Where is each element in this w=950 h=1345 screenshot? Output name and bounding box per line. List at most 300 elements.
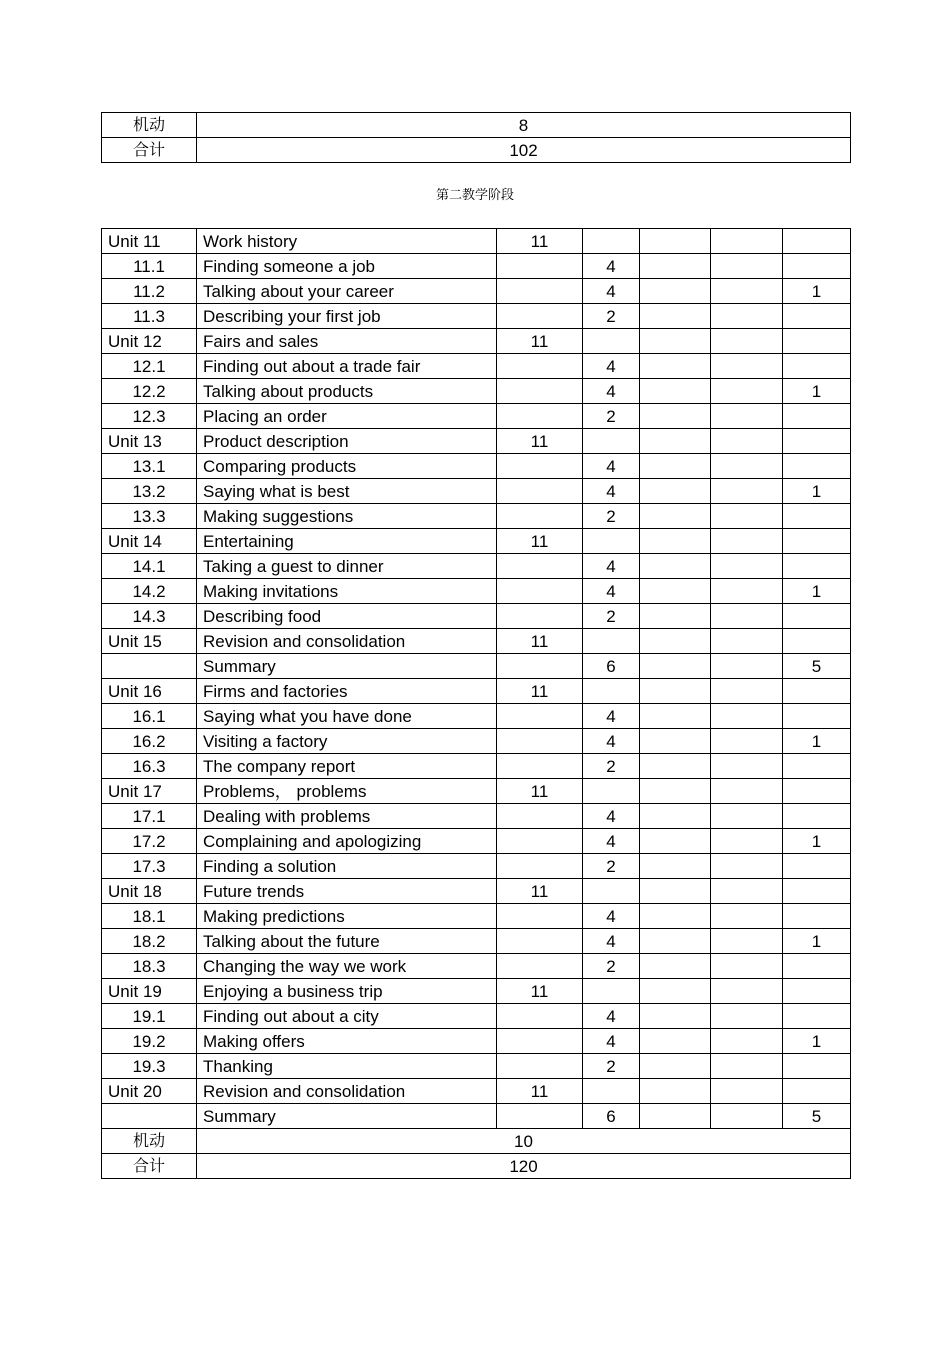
unit-hours-cell xyxy=(497,504,583,529)
col6-cell xyxy=(711,354,783,379)
lesson-hours-cell: 4 xyxy=(583,354,640,379)
col6-cell xyxy=(711,279,783,304)
table-row xyxy=(102,404,851,429)
practice-hours-cell xyxy=(783,404,851,429)
table-row xyxy=(102,704,851,729)
table-row xyxy=(102,279,851,304)
col5-cell xyxy=(640,779,711,804)
unit-hours-cell xyxy=(497,254,583,279)
col5-cell xyxy=(640,879,711,904)
col6-cell xyxy=(711,304,783,329)
unit-hours-cell xyxy=(497,729,583,754)
col5-cell xyxy=(640,304,711,329)
practice-hours-cell xyxy=(783,329,851,354)
footer-label: 机动 xyxy=(102,1129,197,1154)
table-row xyxy=(102,979,851,1004)
topic-cell: Entertaining xyxy=(197,529,497,554)
unit-cell: 14.3 xyxy=(102,604,197,629)
col6-cell xyxy=(711,679,783,704)
footer-row xyxy=(102,1129,851,1154)
unit-hours-cell xyxy=(497,579,583,604)
col5-cell xyxy=(640,1029,711,1054)
col5-cell xyxy=(640,429,711,454)
col6-cell xyxy=(711,429,783,454)
topic-cell: Work history xyxy=(197,229,497,254)
unit-hours-cell xyxy=(497,604,583,629)
lesson-hours-cell: 6 xyxy=(583,1104,640,1129)
unit-hours-cell xyxy=(497,279,583,304)
col5-cell xyxy=(640,579,711,604)
table-row xyxy=(102,804,851,829)
table-row xyxy=(102,854,851,879)
table-row xyxy=(102,379,851,404)
practice-hours-cell xyxy=(783,779,851,804)
unit-hours-cell xyxy=(497,954,583,979)
unit-cell: Unit 20 xyxy=(102,1079,197,1104)
unit-cell: 18.3 xyxy=(102,954,197,979)
practice-hours-cell xyxy=(783,254,851,279)
unit-hours-cell xyxy=(497,754,583,779)
unit-cell: 19.1 xyxy=(102,1004,197,1029)
col6-cell xyxy=(711,479,783,504)
unit-hours-cell xyxy=(497,379,583,404)
table-row xyxy=(102,679,851,704)
unit-cell: 13.3 xyxy=(102,504,197,529)
col6-cell xyxy=(711,854,783,879)
unit-hours-cell xyxy=(497,454,583,479)
lesson-hours-cell xyxy=(583,979,640,1004)
col5-cell xyxy=(640,604,711,629)
unit-hours-cell xyxy=(497,1054,583,1079)
col6-cell xyxy=(711,904,783,929)
unit-cell: Unit 17 xyxy=(102,779,197,804)
table-row xyxy=(102,529,851,554)
lesson-hours-cell: 2 xyxy=(583,854,640,879)
col5-cell xyxy=(640,529,711,554)
col6-cell xyxy=(711,1079,783,1104)
lesson-hours-cell: 4 xyxy=(583,479,640,504)
topic-cell: Talking about the future xyxy=(197,929,497,954)
unit-hours-cell xyxy=(497,929,583,954)
unit-hours-cell xyxy=(497,904,583,929)
unit-cell: 16.3 xyxy=(102,754,197,779)
lesson-hours-cell: 2 xyxy=(583,504,640,529)
unit-hours-cell xyxy=(497,704,583,729)
unit-hours-cell xyxy=(497,554,583,579)
lesson-hours-cell: 4 xyxy=(583,254,640,279)
table-row xyxy=(102,754,851,779)
topic-cell: Thanking xyxy=(197,1054,497,1079)
practice-hours-cell xyxy=(783,854,851,879)
unit-cell: 12.1 xyxy=(102,354,197,379)
unit-hours-cell: 11 xyxy=(497,529,583,554)
table-row xyxy=(102,229,851,254)
unit-hours-cell xyxy=(497,1029,583,1054)
topic-cell: Finding out about a trade fair xyxy=(197,354,497,379)
row-value: 102 xyxy=(197,138,851,163)
topic-cell: Changing the way we work xyxy=(197,954,497,979)
practice-hours-cell: 1 xyxy=(783,829,851,854)
col6-cell xyxy=(711,604,783,629)
table-row xyxy=(102,729,851,754)
practice-hours-cell: 1 xyxy=(783,929,851,954)
table-row xyxy=(102,254,851,279)
table-row xyxy=(102,138,851,163)
col5-cell xyxy=(640,654,711,679)
table-row xyxy=(102,879,851,904)
practice-hours-cell xyxy=(783,229,851,254)
col5-cell xyxy=(640,229,711,254)
unit-cell: 16.2 xyxy=(102,729,197,754)
col5-cell xyxy=(640,329,711,354)
table-row xyxy=(102,554,851,579)
col6-cell xyxy=(711,1104,783,1129)
topic-cell: Product description xyxy=(197,429,497,454)
footer-row xyxy=(102,1154,851,1179)
col6-cell xyxy=(711,929,783,954)
unit-hours-cell: 11 xyxy=(497,679,583,704)
col6-cell xyxy=(711,404,783,429)
practice-hours-cell xyxy=(783,529,851,554)
practice-hours-cell xyxy=(783,454,851,479)
topic-cell: Complaining and apologizing xyxy=(197,829,497,854)
practice-hours-cell xyxy=(783,304,851,329)
unit-cell: Unit 15 xyxy=(102,629,197,654)
table-row xyxy=(102,1004,851,1029)
col5-cell xyxy=(640,979,711,1004)
lesson-hours-cell: 4 xyxy=(583,579,640,604)
col6-cell xyxy=(711,504,783,529)
topic-cell: Saying what is best xyxy=(197,479,497,504)
footer-label: 合计 xyxy=(102,1154,197,1179)
topic-cell: Describing your first job xyxy=(197,304,497,329)
practice-hours-cell xyxy=(783,679,851,704)
unit-hours-cell xyxy=(497,304,583,329)
unit-hours-cell xyxy=(497,1004,583,1029)
unit-cell: 18.2 xyxy=(102,929,197,954)
unit-hours-cell: 11 xyxy=(497,979,583,1004)
lesson-hours-cell: 4 xyxy=(583,929,640,954)
unit-cell: 14.1 xyxy=(102,554,197,579)
col6-cell xyxy=(711,879,783,904)
unit-cell: 12.3 xyxy=(102,404,197,429)
lesson-hours-cell: 4 xyxy=(583,1004,640,1029)
col6-cell xyxy=(711,254,783,279)
lesson-hours-cell xyxy=(583,229,640,254)
practice-hours-cell: 1 xyxy=(783,479,851,504)
unit-cell: 12.2 xyxy=(102,379,197,404)
col5-cell xyxy=(640,904,711,929)
unit-cell: Unit 14 xyxy=(102,529,197,554)
col5-cell xyxy=(640,454,711,479)
lesson-hours-cell: 4 xyxy=(583,704,640,729)
practice-hours-cell xyxy=(783,879,851,904)
col5-cell xyxy=(640,379,711,404)
practice-hours-cell xyxy=(783,554,851,579)
table-row xyxy=(102,479,851,504)
col5-cell xyxy=(640,929,711,954)
topic-cell: Enjoying a business trip xyxy=(197,979,497,1004)
col6-cell xyxy=(711,529,783,554)
col5-cell xyxy=(640,1104,711,1129)
topic-cell: Talking about your career xyxy=(197,279,497,304)
section-title: 第二教学阶段 xyxy=(435,188,514,203)
unit-hours-cell: 11 xyxy=(497,629,583,654)
lesson-hours-cell: 4 xyxy=(583,729,640,754)
table-row xyxy=(102,429,851,454)
unit-cell: Unit 16 xyxy=(102,679,197,704)
topic-cell: Taking a guest to dinner xyxy=(197,554,497,579)
table-row xyxy=(102,929,851,954)
col6-cell xyxy=(711,804,783,829)
topic-cell: Fairs and sales xyxy=(197,329,497,354)
unit-hours-cell xyxy=(497,404,583,429)
topic-cell: Making suggestions xyxy=(197,504,497,529)
topic-cell: Summary xyxy=(197,1104,497,1129)
unit-hours-cell: 11 xyxy=(497,229,583,254)
unit-cell: 13.2 xyxy=(102,479,197,504)
practice-hours-cell xyxy=(783,754,851,779)
col6-cell xyxy=(711,454,783,479)
lesson-hours-cell xyxy=(583,329,640,354)
practice-hours-cell xyxy=(783,979,851,1004)
topic-cell: Placing an order xyxy=(197,404,497,429)
col5-cell xyxy=(640,554,711,579)
row-value: 8 xyxy=(197,113,851,138)
lesson-hours-cell xyxy=(583,529,640,554)
unit-hours-cell xyxy=(497,354,583,379)
col5-cell xyxy=(640,804,711,829)
topic-cell: Making offers xyxy=(197,1029,497,1054)
unit-cell: 17.2 xyxy=(102,829,197,854)
col5-cell xyxy=(640,504,711,529)
practice-hours-cell xyxy=(783,1004,851,1029)
unit-hours-cell: 11 xyxy=(497,429,583,454)
unit-cell: Unit 18 xyxy=(102,879,197,904)
row-label: 合计 xyxy=(102,138,197,163)
col6-cell xyxy=(711,229,783,254)
lesson-hours-cell xyxy=(583,1079,640,1104)
unit-hours-cell xyxy=(497,829,583,854)
practice-hours-cell xyxy=(783,629,851,654)
table-row xyxy=(102,113,851,138)
lesson-hours-cell: 4 xyxy=(583,279,640,304)
topic-cell: Future trends xyxy=(197,879,497,904)
col5-cell xyxy=(640,1079,711,1104)
lesson-hours-cell: 2 xyxy=(583,954,640,979)
practice-hours-cell: 1 xyxy=(783,579,851,604)
topic-cell: Comparing products xyxy=(197,454,497,479)
unit-hours-cell xyxy=(497,654,583,679)
topic-cell: Dealing with problems xyxy=(197,804,497,829)
topic-cell: Finding someone a job xyxy=(197,254,497,279)
col6-cell xyxy=(711,979,783,1004)
unit-cell: Unit 13 xyxy=(102,429,197,454)
col6-cell xyxy=(711,779,783,804)
unit-cell: 13.1 xyxy=(102,454,197,479)
practice-hours-cell: 5 xyxy=(783,654,851,679)
lesson-hours-cell: 2 xyxy=(583,604,640,629)
col5-cell xyxy=(640,829,711,854)
summary-table-stage-one xyxy=(101,112,851,163)
unit-hours-cell: 11 xyxy=(497,779,583,804)
col6-cell xyxy=(711,629,783,654)
lesson-hours-cell: 4 xyxy=(583,804,640,829)
practice-hours-cell xyxy=(783,904,851,929)
topic-cell: Firms and factories xyxy=(197,679,497,704)
practice-hours-cell: 1 xyxy=(783,1029,851,1054)
topic-cell: Talking about products xyxy=(197,379,497,404)
unit-cell: 16.1 xyxy=(102,704,197,729)
table-row xyxy=(102,604,851,629)
lesson-hours-cell: 2 xyxy=(583,304,640,329)
topic-cell: Making invitations xyxy=(197,579,497,604)
col5-cell xyxy=(640,354,711,379)
lesson-hours-cell: 4 xyxy=(583,379,640,404)
lesson-hours-cell xyxy=(583,779,640,804)
unit-cell: Unit 11 xyxy=(102,229,197,254)
col6-cell xyxy=(711,554,783,579)
topic-cell: Revision and consolidation xyxy=(197,629,497,654)
table-row xyxy=(102,829,851,854)
topic-cell: The company report xyxy=(197,754,497,779)
col5-cell xyxy=(640,754,711,779)
topic-cell: Describing food xyxy=(197,604,497,629)
col5-cell xyxy=(640,854,711,879)
unit-cell: 19.3 xyxy=(102,1054,197,1079)
col5-cell xyxy=(640,1054,711,1079)
lesson-hours-cell xyxy=(583,429,640,454)
col5-cell xyxy=(640,629,711,654)
unit-cell: Unit 19 xyxy=(102,979,197,1004)
lesson-hours-cell xyxy=(583,879,640,904)
lesson-hours-cell xyxy=(583,679,640,704)
col6-cell xyxy=(711,954,783,979)
col5-cell xyxy=(640,954,711,979)
unit-cell xyxy=(102,1104,197,1129)
practice-hours-cell: 1 xyxy=(783,379,851,404)
topic-cell: Making predictions xyxy=(197,904,497,929)
col6-cell xyxy=(711,729,783,754)
col6-cell xyxy=(711,379,783,404)
unit-cell: 18.1 xyxy=(102,904,197,929)
lesson-hours-cell: 2 xyxy=(583,1054,640,1079)
footer-value: 10 xyxy=(197,1129,851,1154)
row-label: 机动 xyxy=(102,113,197,138)
table-row xyxy=(102,629,851,654)
lesson-hours-cell: 2 xyxy=(583,404,640,429)
unit-hours-cell xyxy=(497,1104,583,1129)
unit-cell: Unit 12 xyxy=(102,329,197,354)
practice-hours-cell xyxy=(783,429,851,454)
unit-cell xyxy=(102,654,197,679)
col5-cell xyxy=(640,729,711,754)
table-row xyxy=(102,454,851,479)
unit-hours-cell xyxy=(497,804,583,829)
lesson-hours-cell: 2 xyxy=(583,754,640,779)
unit-hours-cell: 11 xyxy=(497,1079,583,1104)
practice-hours-cell xyxy=(783,354,851,379)
col6-cell xyxy=(711,829,783,854)
unit-cell: 19.2 xyxy=(102,1029,197,1054)
table-row xyxy=(102,354,851,379)
lesson-hours-cell: 4 xyxy=(583,454,640,479)
topic-cell: Revision and consolidation xyxy=(197,1079,497,1104)
unit-cell: 11.3 xyxy=(102,304,197,329)
unit-cell: 11.1 xyxy=(102,254,197,279)
practice-hours-cell: 1 xyxy=(783,279,851,304)
col6-cell xyxy=(711,329,783,354)
col5-cell xyxy=(640,404,711,429)
lesson-hours-cell: 6 xyxy=(583,654,640,679)
topic-cell: Problems， problems xyxy=(197,779,497,804)
practice-hours-cell xyxy=(783,954,851,979)
unit-hours-cell: 11 xyxy=(497,329,583,354)
unit-cell: 11.2 xyxy=(102,279,197,304)
topic-cell: Summary xyxy=(197,654,497,679)
col6-cell xyxy=(711,754,783,779)
col6-cell xyxy=(711,1054,783,1079)
col6-cell xyxy=(711,1004,783,1029)
table-row xyxy=(102,1104,851,1129)
table-row xyxy=(102,504,851,529)
unit-cell: 14.2 xyxy=(102,579,197,604)
lesson-hours-cell: 4 xyxy=(583,1029,640,1054)
col5-cell xyxy=(640,679,711,704)
col6-cell xyxy=(711,1029,783,1054)
table-row xyxy=(102,1079,851,1104)
col5-cell xyxy=(640,254,711,279)
unit-hours-cell xyxy=(497,854,583,879)
topic-cell: Saying what you have done xyxy=(197,704,497,729)
col6-cell xyxy=(711,654,783,679)
table-row xyxy=(102,579,851,604)
unit-hours-cell: 11 xyxy=(497,879,583,904)
practice-hours-cell xyxy=(783,1079,851,1104)
col5-cell xyxy=(640,704,711,729)
schedule-table-stage-two xyxy=(101,228,851,1179)
table-row xyxy=(102,304,851,329)
practice-hours-cell xyxy=(783,604,851,629)
lesson-hours-cell: 4 xyxy=(583,829,640,854)
table-row xyxy=(102,1029,851,1054)
table-row xyxy=(102,954,851,979)
topic-cell: Finding out about a city xyxy=(197,1004,497,1029)
table-row xyxy=(102,654,851,679)
col5-cell xyxy=(640,279,711,304)
unit-cell: 17.1 xyxy=(102,804,197,829)
table-row xyxy=(102,779,851,804)
table-row xyxy=(102,1054,851,1079)
unit-cell: 17.3 xyxy=(102,854,197,879)
practice-hours-cell xyxy=(783,1054,851,1079)
col5-cell xyxy=(640,1004,711,1029)
col6-cell xyxy=(711,579,783,604)
practice-hours-cell xyxy=(783,804,851,829)
practice-hours-cell xyxy=(783,704,851,729)
table-row xyxy=(102,329,851,354)
col5-cell xyxy=(640,479,711,504)
table-row xyxy=(102,904,851,929)
practice-hours-cell xyxy=(783,504,851,529)
footer-value: 120 xyxy=(197,1154,851,1179)
practice-hours-cell: 1 xyxy=(783,729,851,754)
lesson-hours-cell: 4 xyxy=(583,554,640,579)
lesson-hours-cell: 4 xyxy=(583,904,640,929)
topic-cell: Finding a solution xyxy=(197,854,497,879)
practice-hours-cell: 5 xyxy=(783,1104,851,1129)
col6-cell xyxy=(711,704,783,729)
